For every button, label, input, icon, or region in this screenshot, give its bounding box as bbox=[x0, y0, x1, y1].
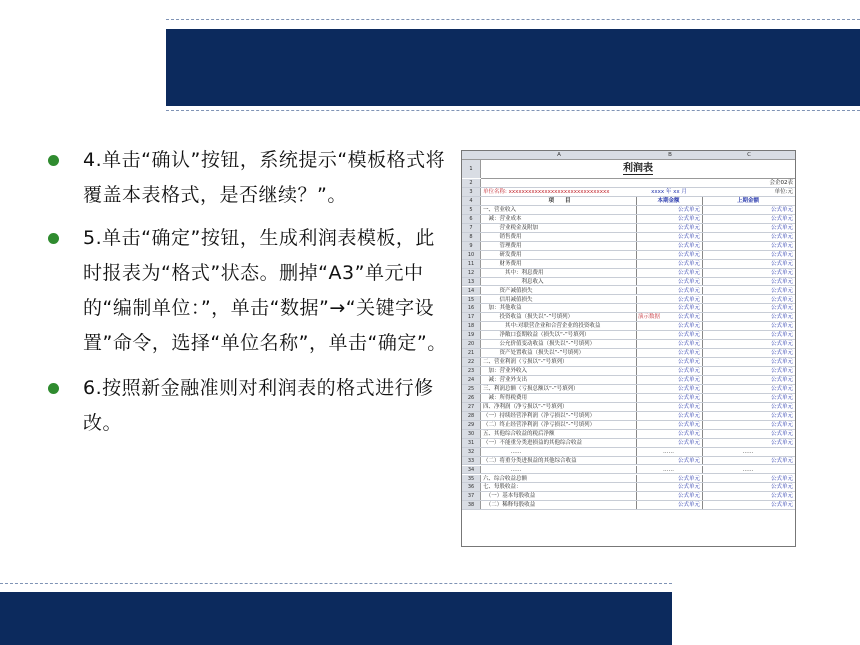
column-header-b[interactable]: B bbox=[668, 152, 672, 158]
item-cell[interactable]: 信用减值损失 bbox=[481, 296, 637, 304]
income-statement-spreadsheet[interactable] bbox=[461, 150, 796, 547]
item-cell[interactable]: 五、其他综合收益的税后净额 bbox=[481, 430, 637, 438]
current-amount-cell[interactable]: 公式单元 bbox=[637, 269, 703, 277]
current-amount-cell[interactable]: 公式单元 bbox=[637, 412, 703, 420]
table-row[interactable] bbox=[462, 403, 795, 412]
previous-amount-cell[interactable]: 公式单元 bbox=[770, 359, 793, 366]
item-cell[interactable]: 三、利润总额（亏损总额以“-”号填列） bbox=[481, 385, 637, 393]
current-amount-cell[interactable]: 公式单元 bbox=[637, 287, 703, 295]
column-header-c[interactable]: C bbox=[747, 152, 751, 158]
row-number: 34 bbox=[462, 466, 481, 474]
table-row[interactable] bbox=[462, 394, 795, 403]
current-amount-cell[interactable]: 公式单元 bbox=[637, 385, 703, 393]
row-number: 19 bbox=[462, 331, 481, 339]
item-cell[interactable]: 加：营业外收入 bbox=[481, 367, 637, 375]
row-number: 33 bbox=[462, 457, 481, 465]
current-amount-cell[interactable]: 公式单元 bbox=[637, 483, 703, 491]
current-amount-cell[interactable]: 公式单元 bbox=[637, 296, 703, 304]
item-cell[interactable]: 减：所得税费用 bbox=[481, 394, 637, 402]
row-number: 37 bbox=[462, 492, 481, 500]
table-row[interactable] bbox=[462, 269, 795, 278]
previous-amount-cell[interactable]: 公式单元 bbox=[770, 430, 793, 437]
row-number: 4 bbox=[462, 197, 481, 205]
unit-name-cell[interactable]: 单位名称: xxxxxxxxxxxxxxxxxxxxxxxxxxxxxxx bbox=[483, 189, 610, 195]
table-row[interactable] bbox=[462, 483, 795, 492]
previous-amount-cell[interactable]: 公式单元 bbox=[770, 412, 793, 419]
header-item-cell[interactable]: 项 目 bbox=[481, 197, 637, 205]
header-current-cell[interactable]: 本期金额 bbox=[637, 197, 703, 205]
row-number: 26 bbox=[462, 394, 481, 402]
current-amount-cell[interactable]: …… bbox=[637, 466, 703, 474]
previous-amount-cell[interactable]: 公式单元 bbox=[770, 269, 793, 276]
current-amount-cell[interactable]: 公式单元 bbox=[637, 475, 703, 483]
row-number: 8 bbox=[462, 233, 481, 241]
row-number: 17 bbox=[462, 313, 481, 321]
current-amount-cell[interactable]: 公式单元 bbox=[637, 501, 703, 509]
previous-amount-cell[interactable]: 公式单元 bbox=[770, 278, 793, 285]
row-number: 3 bbox=[462, 188, 481, 196]
row-number: 25 bbox=[462, 385, 481, 393]
previous-amount-cell[interactable]: 公式单元 bbox=[770, 207, 793, 213]
table-row[interactable] bbox=[462, 242, 795, 251]
instruction-item bbox=[48, 371, 448, 441]
current-amount-cell[interactable]: 公式单元 bbox=[637, 331, 703, 339]
current-amount-cell[interactable]: 公式单元 bbox=[637, 322, 703, 330]
currency-unit-cell[interactable]: 单位:元 bbox=[774, 189, 793, 195]
period-cell[interactable]: xxxx 年 xx 月 bbox=[651, 189, 687, 195]
item-cell[interactable]: 六、综合收益总额 bbox=[481, 475, 637, 483]
previous-amount-cell[interactable]: 公式单元 bbox=[770, 224, 793, 231]
previous-amount-cell[interactable]: 公式单元 bbox=[770, 323, 793, 330]
previous-amount-cell[interactable]: …… bbox=[742, 466, 754, 473]
current-amount-cell[interactable]: 公式单元 bbox=[637, 421, 703, 429]
row-number: 35 bbox=[462, 475, 481, 483]
row-number: 10 bbox=[462, 251, 481, 259]
current-amount-cell[interactable]: 公式单元 bbox=[637, 403, 703, 411]
bullet-dot-icon bbox=[48, 383, 59, 394]
previous-amount-cell[interactable]: 公式单元 bbox=[770, 394, 793, 401]
sheet-title-cell[interactable] bbox=[481, 160, 795, 179]
previous-amount-cell[interactable]: 公式单元 bbox=[770, 457, 793, 464]
current-amount-cell[interactable]: 公式单元 bbox=[637, 260, 703, 268]
table-row[interactable] bbox=[462, 322, 795, 331]
item-cell[interactable]: （二）将重分类进损益的其他综合收益 bbox=[481, 457, 637, 465]
item-cell[interactable]: 资产减值损失 bbox=[481, 287, 637, 295]
previous-amount-cell[interactable]: 公式单元 bbox=[770, 287, 793, 294]
item-cell[interactable]: …… bbox=[481, 448, 637, 456]
table-row[interactable] bbox=[462, 358, 795, 367]
current-amount-cell[interactable]: 公式单元 bbox=[637, 349, 703, 357]
current-amount-cell[interactable]: 公式单元 bbox=[637, 358, 703, 366]
item-cell[interactable]: （一）持续经营净利润（净亏损以“-”号填列） bbox=[481, 412, 637, 420]
row-number: 14 bbox=[462, 287, 481, 295]
table-row[interactable] bbox=[462, 260, 795, 269]
table-row[interactable] bbox=[462, 421, 795, 430]
previous-amount-cell[interactable]: 公式单元 bbox=[770, 493, 793, 500]
current-amount-cell[interactable]: 公式单元 bbox=[637, 394, 703, 402]
item-cell[interactable]: 加：其他收益 bbox=[481, 304, 637, 312]
top-dashed-line-lower bbox=[166, 110, 860, 111]
item-cell[interactable]: 管理费用 bbox=[481, 242, 637, 250]
item-cell[interactable]: 利息收入 bbox=[481, 278, 637, 286]
item-cell[interactable]: 财务费用 bbox=[481, 260, 637, 268]
table-row[interactable] bbox=[462, 457, 795, 466]
row-number: 9 bbox=[462, 242, 481, 250]
table-row[interactable] bbox=[462, 251, 795, 260]
table-header-row[interactable] bbox=[462, 197, 795, 206]
previous-amount-cell[interactable]: 公式单元 bbox=[770, 332, 793, 339]
item-cell[interactable]: （一）不能重分类进损益的其他综合收益 bbox=[481, 439, 637, 447]
table-row[interactable] bbox=[462, 448, 795, 457]
table-row[interactable] bbox=[462, 224, 795, 233]
current-amount-cell[interactable]: 公式单元 bbox=[637, 457, 703, 465]
table-row[interactable] bbox=[462, 331, 795, 340]
previous-amount-cell[interactable]: 公式单元 bbox=[770, 215, 793, 222]
item-cell[interactable]: 研发费用 bbox=[481, 251, 637, 259]
item-cell[interactable]: 一、营业收入 bbox=[481, 206, 637, 214]
previous-amount-cell[interactable]: 公式单元 bbox=[770, 296, 793, 303]
previous-amount-cell[interactable]: 公式单元 bbox=[770, 260, 793, 267]
table-row[interactable] bbox=[462, 206, 795, 215]
bottom-dashed-line bbox=[0, 583, 672, 584]
item-cell[interactable]: （二）终止经营净利润（净亏损以“-”号填列） bbox=[481, 421, 637, 429]
row-number: 29 bbox=[462, 421, 481, 429]
footer-banner bbox=[0, 592, 672, 645]
previous-amount-cell[interactable]: 公式单元 bbox=[770, 403, 793, 410]
current-amount-cell[interactable]: 公式单元 bbox=[637, 376, 703, 384]
item-cell[interactable]: 二、营业利润（亏损以“-”号填列） bbox=[481, 358, 637, 366]
current-amount-cell[interactable]: 公式单元 bbox=[637, 224, 703, 232]
previous-amount-cell[interactable]: 公式单元 bbox=[770, 502, 793, 509]
table-row[interactable] bbox=[462, 466, 795, 475]
item-cell[interactable]: 公允价值变动收益（损失以“-”号填列） bbox=[481, 340, 637, 348]
row-number: 16 bbox=[462, 304, 481, 312]
item-cell[interactable]: 四、净利润（净亏损以“-”号填列） bbox=[481, 403, 637, 411]
previous-amount-cell[interactable]: 公式单元 bbox=[770, 368, 793, 375]
table-row[interactable] bbox=[462, 233, 795, 242]
table-row[interactable] bbox=[462, 215, 795, 224]
instruction-text: 6.按照新金融准则对利润表的格式进行修改。 bbox=[83, 377, 434, 434]
item-cell[interactable]: 其中：利息费用 bbox=[481, 269, 637, 277]
table-row[interactable] bbox=[462, 313, 795, 322]
table-row[interactable] bbox=[462, 430, 795, 439]
title-banner bbox=[166, 29, 860, 106]
row-number: 30 bbox=[462, 430, 481, 438]
row-number: 21 bbox=[462, 349, 481, 357]
item-cell[interactable]: 投资收益（损失以“-”号填列） bbox=[481, 313, 637, 321]
sheet-title: 利润表 bbox=[623, 163, 653, 174]
table-row[interactable] bbox=[462, 475, 795, 484]
table-row[interactable] bbox=[462, 376, 795, 385]
row-number: 28 bbox=[462, 412, 481, 420]
row-number: 11 bbox=[462, 260, 481, 268]
table-row[interactable] bbox=[462, 287, 795, 296]
row-number: 15 bbox=[462, 296, 481, 304]
previous-amount-cell[interactable]: 公式单元 bbox=[770, 439, 793, 446]
item-cell[interactable]: 营业税金及附加 bbox=[481, 224, 637, 232]
item-cell[interactable]: （二）稀释每股收益 bbox=[481, 501, 637, 509]
current-amount-cell[interactable]: 公式单元 bbox=[637, 251, 703, 259]
current-amount-cell[interactable]: 公式单元 bbox=[637, 215, 703, 223]
item-cell[interactable]: （一）基本每股收益 bbox=[481, 492, 637, 500]
item-cell[interactable]: 资产处置收益（损失以“-”号填列） bbox=[481, 349, 637, 357]
previous-amount-cell[interactable]: 公式单元 bbox=[770, 484, 793, 491]
row-number: 36 bbox=[462, 483, 481, 491]
top-dashed-line bbox=[166, 19, 860, 20]
row-number: 20 bbox=[462, 340, 481, 348]
current-amount-cell[interactable]: …… bbox=[637, 448, 703, 456]
row-number: 31 bbox=[462, 439, 481, 447]
table-row[interactable] bbox=[462, 304, 795, 313]
table-row[interactable] bbox=[462, 278, 795, 287]
row-number: 2 bbox=[462, 179, 481, 187]
column-header-a[interactable]: A bbox=[557, 152, 561, 158]
previous-amount-cell[interactable]: 公式单元 bbox=[770, 251, 793, 258]
previous-amount-cell[interactable]: 公式单元 bbox=[770, 350, 793, 357]
row-number: 1 bbox=[462, 160, 481, 178]
instruction-text: 5.单击“确定”按钮，生成利润表模板，此时报表为“格式”状态。删掉“A3”单元中的“编制单位：”，单击“数据”→“关键字设置”命令，选择“单位名称”，单击“确定”。 bbox=[83, 227, 447, 354]
row-number: 5 bbox=[462, 206, 481, 214]
previous-amount-cell[interactable]: 公式单元 bbox=[770, 475, 793, 482]
row-number: 22 bbox=[462, 358, 481, 366]
previous-amount-cell[interactable]: 公式单元 bbox=[770, 377, 793, 384]
table-row[interactable] bbox=[462, 349, 795, 358]
current-amount-cell[interactable]: 公式单元 bbox=[637, 233, 703, 241]
current-amount-cell[interactable]: 公式单元 bbox=[637, 492, 703, 500]
item-cell[interactable]: 减：营业外支出 bbox=[481, 376, 637, 384]
row-number: 18 bbox=[462, 322, 481, 330]
table-row[interactable] bbox=[462, 439, 795, 448]
instruction-item bbox=[48, 221, 448, 361]
instruction-text: 4.单击“确认”按钮，系统提示“模板格式将覆盖本表格式，是否继续？”。 bbox=[83, 149, 446, 206]
current-amount-cell[interactable]: 公式单元 bbox=[637, 340, 703, 348]
previous-amount-cell[interactable]: 公式单元 bbox=[770, 305, 793, 312]
column-header-bar bbox=[462, 151, 795, 160]
header-previous-cell[interactable]: 上期金额 bbox=[736, 198, 759, 204]
previous-amount-cell[interactable]: 公式单元 bbox=[770, 314, 793, 321]
form-code-cell[interactable]: 会企02表 bbox=[769, 180, 793, 186]
item-cell[interactable]: 其中:对联营企业和合营企业的投资收益 bbox=[481, 322, 637, 330]
item-cell[interactable]: 净敞口套期收益（损失以“-”号填列） bbox=[481, 331, 637, 339]
previous-amount-cell[interactable]: 公式单元 bbox=[770, 242, 793, 249]
current-amount-cell[interactable]: 公式单元 bbox=[637, 313, 703, 321]
current-amount-cell[interactable]: 公式单元 bbox=[637, 304, 703, 312]
table-row[interactable] bbox=[462, 501, 795, 510]
table-row[interactable] bbox=[462, 188, 795, 197]
current-amount-cell[interactable]: 公式单元 bbox=[637, 430, 703, 438]
table-row[interactable] bbox=[462, 385, 795, 394]
row-number: 24 bbox=[462, 376, 481, 384]
row-number: 7 bbox=[462, 224, 481, 232]
table-row[interactable] bbox=[462, 412, 795, 421]
row-number: 32 bbox=[462, 448, 481, 456]
current-amount-cell[interactable]: 公式单元 bbox=[637, 278, 703, 286]
previous-amount-cell[interactable]: 公式单元 bbox=[770, 421, 793, 428]
row-number: 38 bbox=[462, 501, 481, 509]
row-number: 27 bbox=[462, 403, 481, 411]
bullet-dot-icon bbox=[48, 155, 59, 166]
row-number: 13 bbox=[462, 278, 481, 286]
previous-amount-cell[interactable]: 公式单元 bbox=[770, 386, 793, 392]
table-row[interactable] bbox=[462, 179, 795, 188]
row-number: 6 bbox=[462, 215, 481, 223]
table-row[interactable] bbox=[462, 367, 795, 376]
item-cell[interactable]: 销售费用 bbox=[481, 233, 637, 241]
bullet-dot-icon bbox=[48, 233, 59, 244]
item-cell[interactable]: 减：营业成本 bbox=[481, 215, 637, 223]
current-amount-cell[interactable]: 公式单元 bbox=[637, 439, 703, 447]
table-row[interactable] bbox=[462, 340, 795, 349]
current-amount-cell[interactable]: 公式单元 bbox=[637, 367, 703, 375]
item-cell[interactable]: …… bbox=[481, 466, 637, 474]
previous-amount-cell[interactable]: 公式单元 bbox=[770, 341, 793, 348]
current-amount-cell[interactable]: 公式单元 bbox=[637, 242, 703, 250]
table-row[interactable] bbox=[462, 492, 795, 501]
row-number: 23 bbox=[462, 367, 481, 375]
table-row[interactable] bbox=[462, 296, 795, 305]
instruction-list bbox=[48, 143, 448, 441]
previous-amount-cell[interactable]: …… bbox=[742, 448, 754, 455]
current-amount-cell[interactable]: 公式单元 bbox=[637, 206, 703, 214]
row-number: 12 bbox=[462, 269, 481, 277]
previous-amount-cell[interactable]: 公式单元 bbox=[770, 233, 793, 240]
demo-data-label: 演示数据 bbox=[638, 314, 661, 321]
instruction-item bbox=[48, 143, 448, 213]
item-cell[interactable]: 七、每股收益： bbox=[481, 483, 637, 491]
